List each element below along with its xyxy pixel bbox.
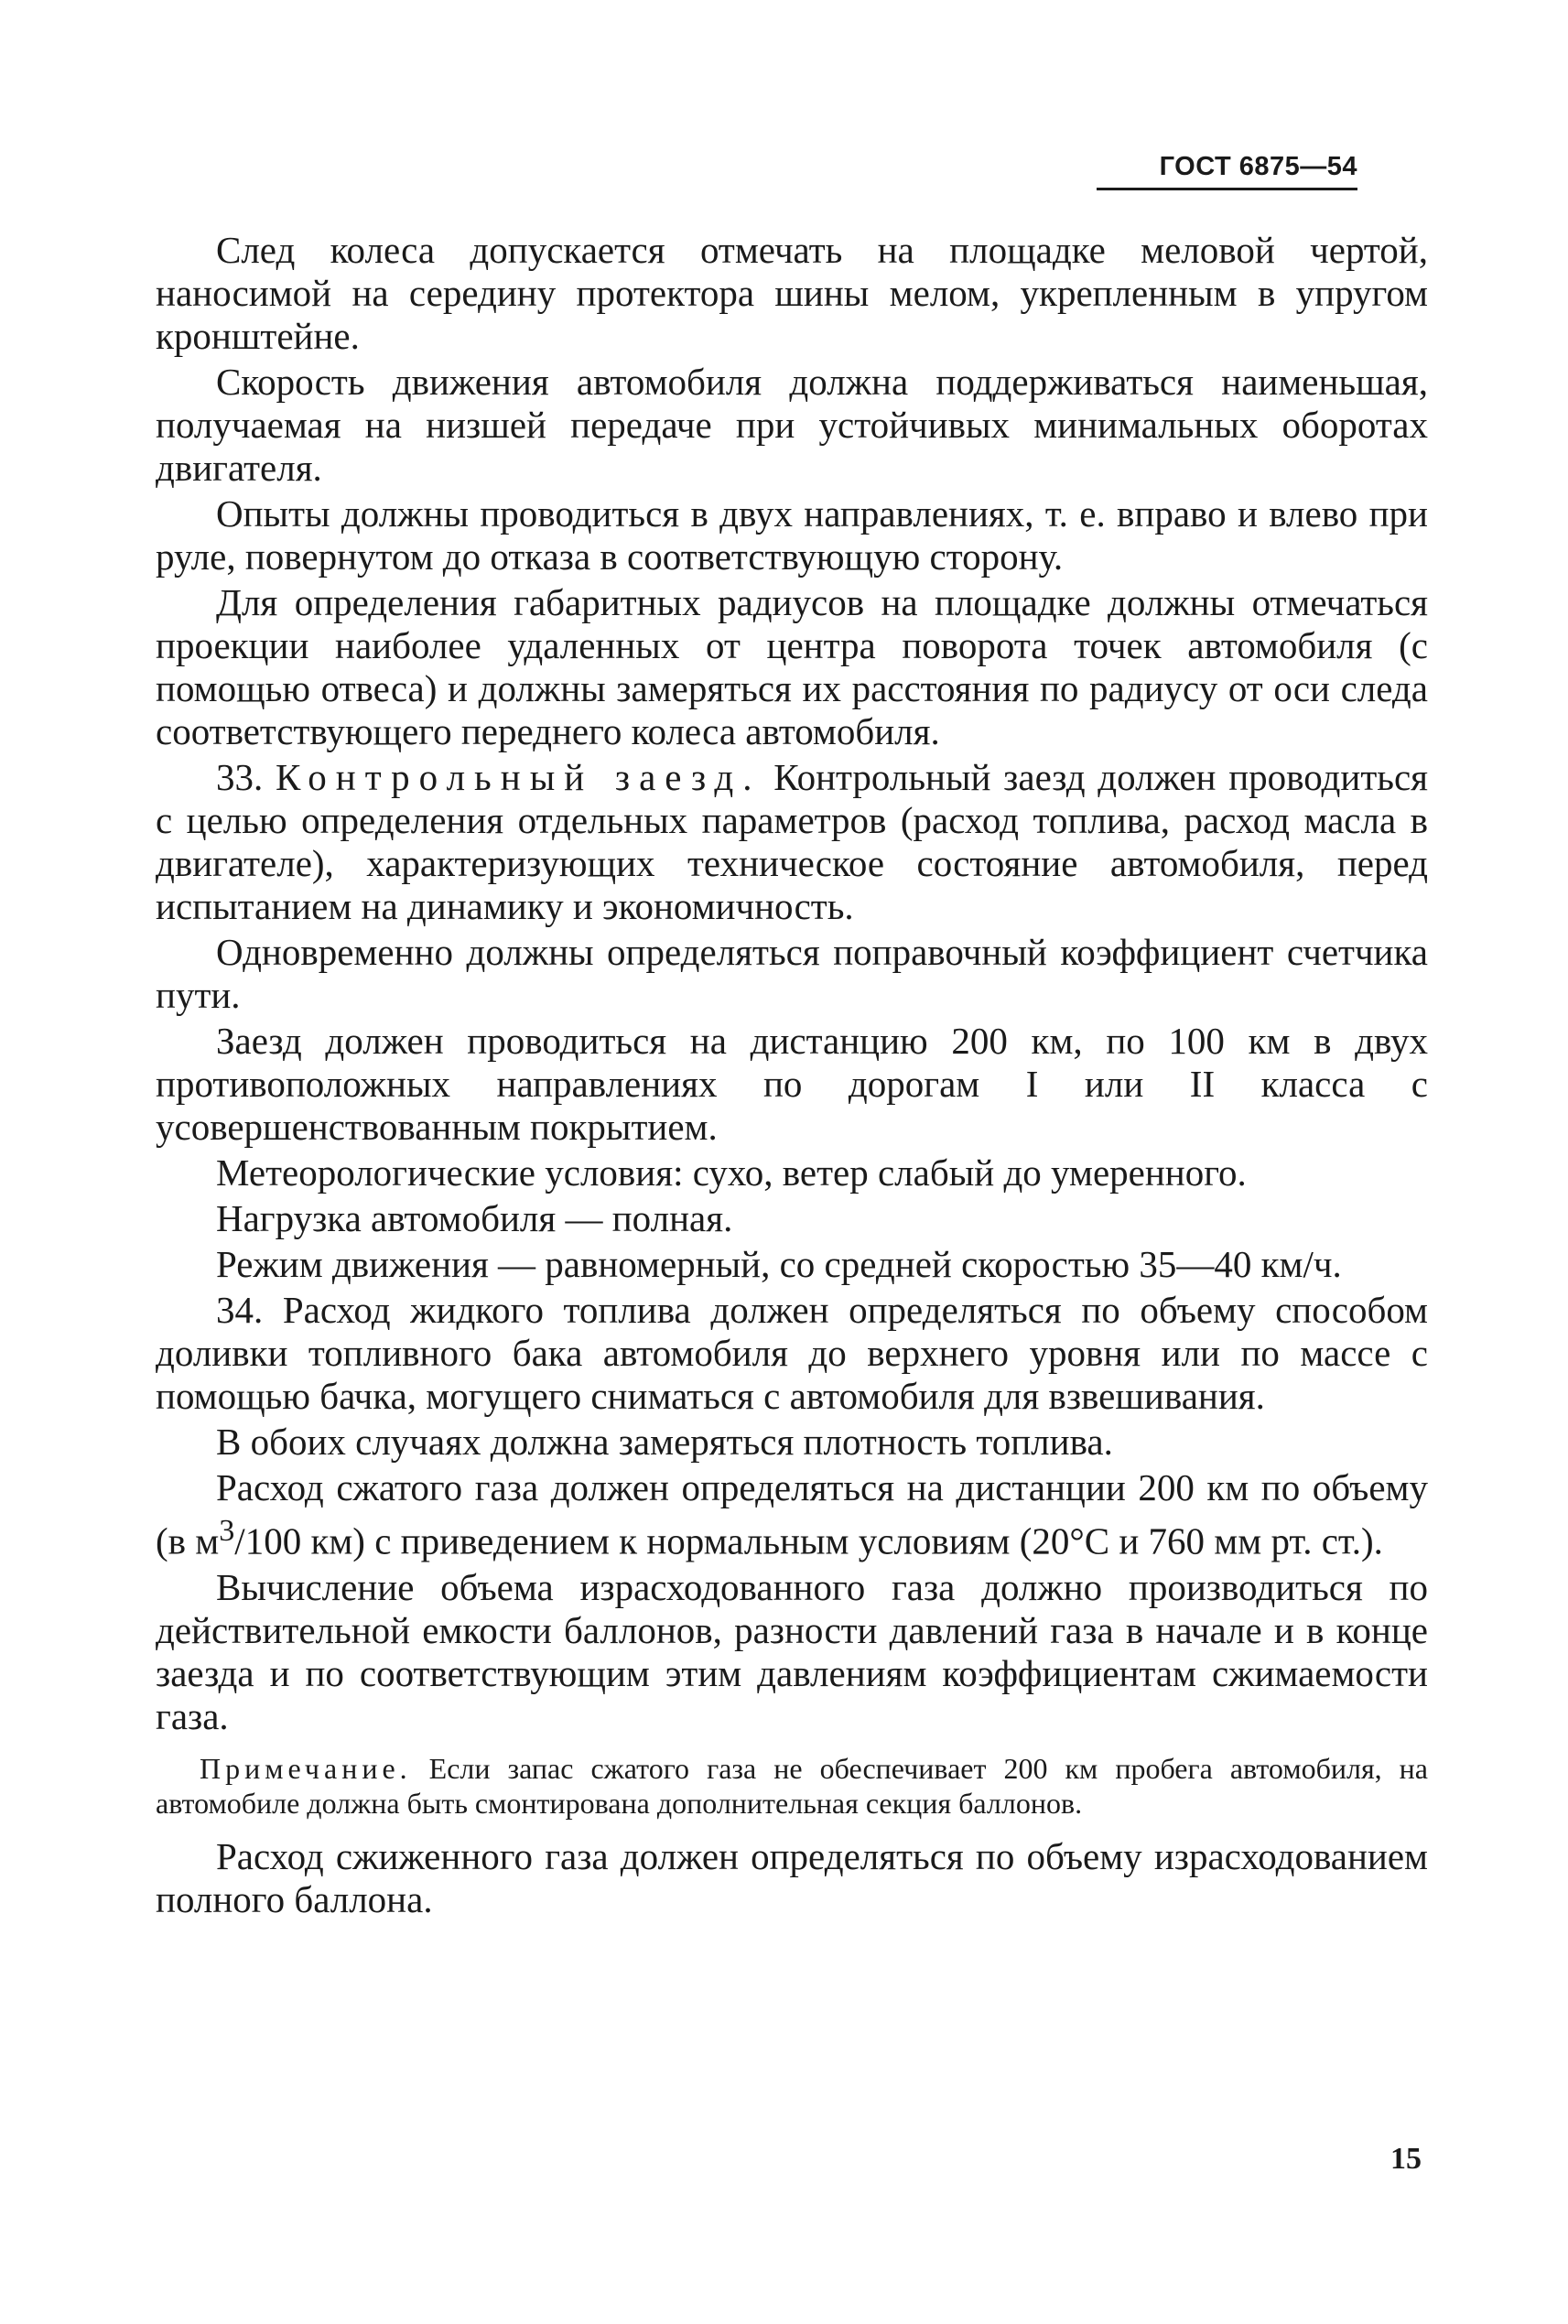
compressed-gas-text-a: Расход сжатого газа должен определяться на дистанции 200 км по объему (в м xyxy=(156,1466,1428,1562)
paragraph-load: Нагрузка автомобиля — полная. xyxy=(216,1197,733,1239)
compressed-gas-text-b: /100 км) с приведением к нормальным условиям (20°С и 760 мм рт. ст.). xyxy=(234,1519,1383,1562)
paragraph-fuel-consumption: 34. Расход жидкого топлива должен определяться по объему способом доливки топливного бака автомобиля до верхнего уровня или по массе с помощью бачка, могущего сниматься с автомобиля для взвешивания. xyxy=(156,1289,1428,1417)
page-number: 15 xyxy=(1390,2142,1422,2176)
paragraph-speed: Скорость движения автомобиля должна поддерживаться наименьшая, получаемая на низшей передаче при устойчивых минимальных оборотах двигателя. xyxy=(156,361,1428,489)
paragraph-directions: Опыты должны проводиться в двух направлениях, т. е. вправо и влево при руле, повернутом до отказа в соответствующую сторону. xyxy=(156,492,1428,578)
section-text-control-run: Контрольный заезд должен проводиться с целью определения отдельных параметров (расход топлива, расход масла в двигателе), характеризующих техническое состояние автомобиля, перед испытанием на динамику и экономичность. xyxy=(156,756,1429,927)
note-text: Если запас сжатого газа не обеспечивает 200 км пробега автомобиля, на автомобиле должна быть смонтирована дополнительная секция баллонов. xyxy=(156,1751,1429,1820)
paragraph-control-run xyxy=(156,756,1428,928)
superscript-3: 3 xyxy=(219,1514,235,1548)
paragraph-gas-calculation: Вычисление объема израсходованного газа должно производиться по действительной емкости баллонов, разности давлений газа в начале и в конце заезда и по соответствующим этим давлениям коэффициентам сжимаемости газа. xyxy=(156,1565,1428,1737)
note-label: Примечание. xyxy=(200,1751,412,1785)
paragraph-compressed-gas xyxy=(156,1466,1428,1563)
note xyxy=(156,1751,1428,1821)
paragraph-correction-factor: Одновременно должны определяться поправочный коэффициент счетчика пути. xyxy=(156,931,1428,1016)
paragraph-mode: Режим движения — равномерный, со средней скоростью 35—40 км/ч. xyxy=(216,1243,1342,1285)
document-body xyxy=(156,229,1428,1924)
paragraph-weather: Метеорологические условия: сухо, ветер слабый до умеренного. xyxy=(216,1151,1247,1194)
paragraph-fuel-density: В обоих случаях должна замеряться плотность топлива. xyxy=(216,1421,1113,1463)
paragraph-radii: Для определения габаритных радиусов на площадке должны отмечаться проекции наиболее удаленных от центра поворота точек автомобиля (с помощью отвеса) и должны замеряться их расстояния по радиусу от оси следа соответствующего переднего колеса автомобиля. xyxy=(156,581,1428,752)
paragraph-distance: Заезд должен проводиться на дистанцию 200 км, по 100 км в двух противоположных направлениях по дорогам I или II класса с усовершенствованным покрытием. xyxy=(156,1020,1428,1148)
section-number-33: 33. xyxy=(216,756,264,798)
paragraph-liquefied-gas: Расход сжиженного газа должен определяться по объему израсходованием полного баллона. xyxy=(156,1834,1428,1920)
section-title-control-run: Контрольный заезд. xyxy=(275,756,762,798)
paragraph-wheel-track: След колеса допускается отмечать на площадке меловой чертой, наносимой на середину протектора шины мелом, укрепленным в упругом кронштейне. xyxy=(156,229,1428,357)
document-header: ГОСТ 6875—54 xyxy=(1097,152,1357,190)
